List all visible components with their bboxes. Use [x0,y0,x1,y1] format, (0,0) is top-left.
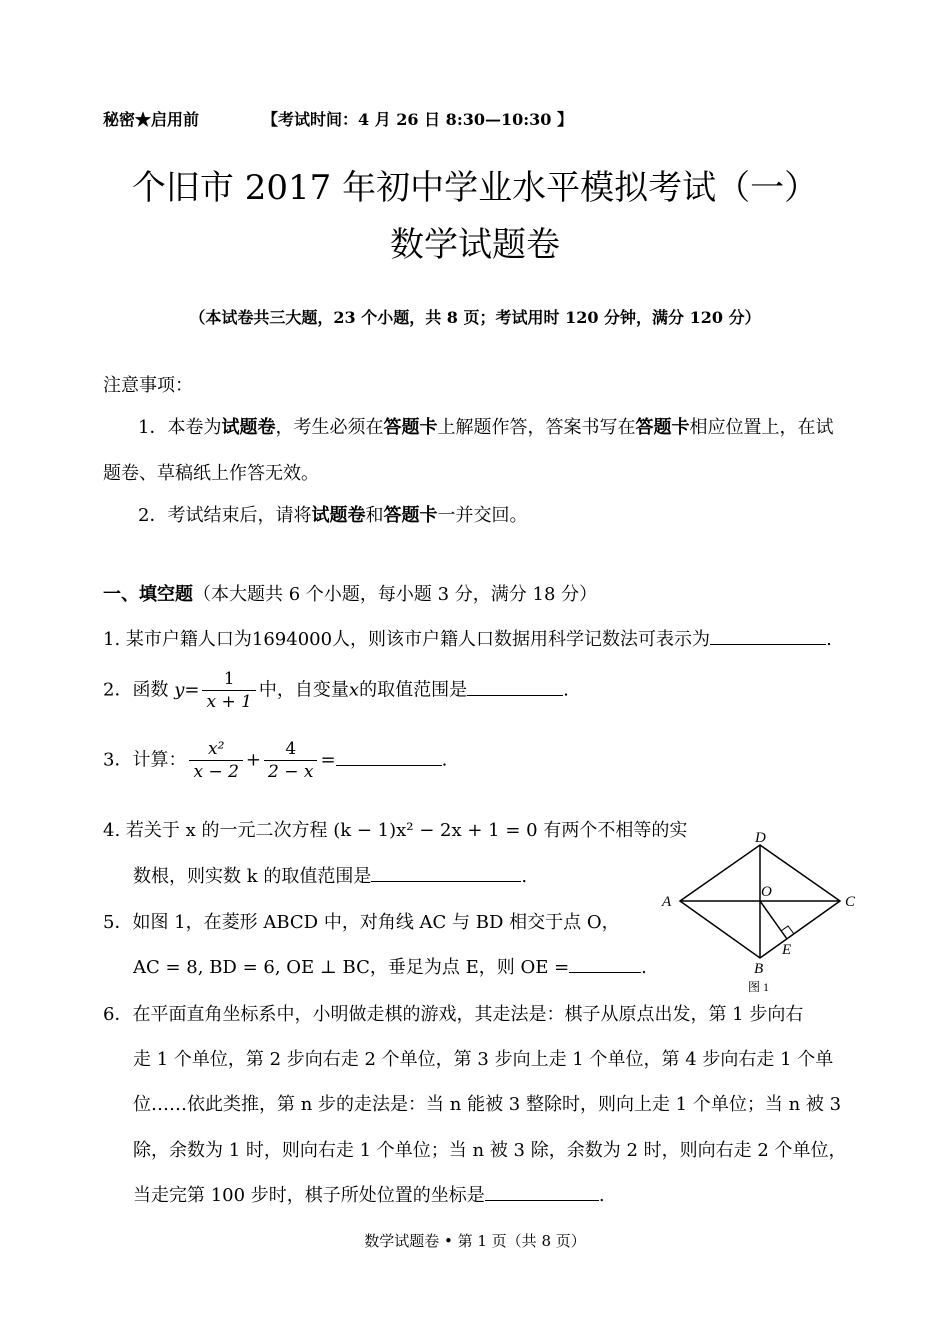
rhombus-figure [650,825,870,995]
question-3 [103,738,447,783]
notice-text: 相应位置上，在试 [689,417,834,438]
section-heading [103,580,597,606]
label-o: O [761,884,772,900]
question-2 [103,668,569,713]
notice-emphasis: 试题卷 [221,417,276,438]
section-title: 一、填空题 [103,584,193,605]
math-op: + [245,749,262,771]
notice-emphasis: 答题卡 [635,417,690,438]
page-subtitle-title: 数学试题卷 [390,225,560,265]
label-e: E [782,942,792,958]
answer-blank[interactable] [467,677,563,696]
question-end: . [441,749,448,771]
question-end: . [826,629,832,650]
fraction-denominator: x + 1 [206,692,252,712]
notice-emphasis: 答题卡 [383,505,438,526]
math-op: = [184,679,200,701]
question-end: . [598,1185,605,1206]
fraction-numerator: x² [189,738,242,761]
question-4: 4. 若关于 x 的一元二次方程 (k − 1)x² − 2x + 1 = 0 有两个不相等的实 [103,820,688,841]
fraction [189,738,242,783]
question-5-cont [133,953,647,979]
notice-emphasis: 试题卷 [311,505,366,526]
figure-caption: 图 1 [748,980,770,994]
fraction [264,738,317,783]
notice-text: 2．考试结束后，请将 [138,505,312,526]
question-end: . [521,866,528,887]
answer-blank[interactable] [710,626,826,645]
answer-blank[interactable] [336,747,442,766]
label-a: A [662,894,672,910]
question-6-line3: 位……依此类推，第 n 步的走法是：当 n 能被 3 整除时，则向上走 1 个单位；当 n 被 3 [133,1094,842,1115]
question-text: 数根，则实数 k 的取值范围是 [133,866,372,887]
page-footer: 数学试题卷 • 第 1 页（共 8 页） [364,1232,586,1250]
section-note: （本大题共 6 个小题，每小题 3 分，满分 18 分） [193,584,598,605]
notice-item-1-cont: 题卷、草稿纸上作答无效。 [103,463,319,484]
segment-oe [760,901,787,939]
notice-text: 1．本卷为 [138,417,222,438]
exam-info: （本试卷共三大题，23 个小题，共 8 页；考试用时 120 分钟，满分 120 分） [189,308,761,327]
notice-emphasis: 答题卡 [383,417,438,438]
question-end: . [563,679,569,701]
question-5: 5．如图 1，在菱形 ABCD 中，对角线 AC 与 BD 相交于点 O， [103,912,620,933]
math-op: = [320,749,336,771]
math-var: x [348,679,360,701]
answer-blank[interactable] [371,863,521,882]
question-text: 中，自变量 [258,679,349,701]
notice-item-1 [138,413,833,439]
exam-time: 【考试时间：4 月 26 日 8:30—10:30 】 [262,110,573,129]
question-text: 的取值范围是 [359,679,468,701]
label-b: B [754,961,764,977]
notice-text: 上解题作答，答案书写在 [437,417,636,438]
fraction-numerator: 1 [202,668,255,691]
page-title: 个旧市 2017 年初中学业水平模拟考试（一） [131,168,819,208]
math-var: y [174,679,185,701]
question-6-line4: 除，余数为 1 时，则向右走 1 个单位；当 n 被 3 除，余数为 2 时，则向右走 2 个单位， [133,1140,847,1161]
question-6: 6．在平面直角坐标系中，小明做走棋的游戏，其走法是：棋子从原点出发，第 1 步向右 [103,1004,804,1025]
question-text: 2．函数 [103,679,169,701]
question-text: AC = 8, BD = 6, OE ⊥ BC，垂足为点 E，则 OE = [133,957,570,978]
answer-blank[interactable] [485,1182,599,1201]
answer-blank[interactable] [569,954,641,973]
question-text: 当走完第 100 步时，棋子所处位置的坐标是 [133,1185,485,1206]
label-d: D [755,830,766,846]
notice-text: 一并交回。 [437,505,528,526]
fraction-numerator: 4 [264,738,317,761]
fraction-denominator: x − 2 [193,762,239,782]
question-1 [103,625,832,651]
question-text: 3．计算： [103,749,187,771]
question-6-line5 [133,1181,605,1207]
notice-heading: 注意事项： [103,375,193,396]
notice-text: ，考生必须在 [275,417,384,438]
question-end: . [641,957,647,978]
question-4-cont [133,862,527,888]
secret-label: 秘密★启用前 [103,110,200,129]
notice-item-2 [138,501,527,527]
notice-text: 和 [365,505,384,526]
fraction [202,668,255,713]
question-6-line2: 走 1 个单位，第 2 步向右走 2 个单位，第 3 步向上走 1 个单位，第 4 步向右走 1 个单 [133,1049,834,1070]
label-c: C [845,894,856,910]
fraction-denominator: 2 − x [268,762,314,782]
question-text: 1. 某市户籍人口为1694000人，则该市户籍人口数据用科学记数法可表示为 [103,629,711,650]
